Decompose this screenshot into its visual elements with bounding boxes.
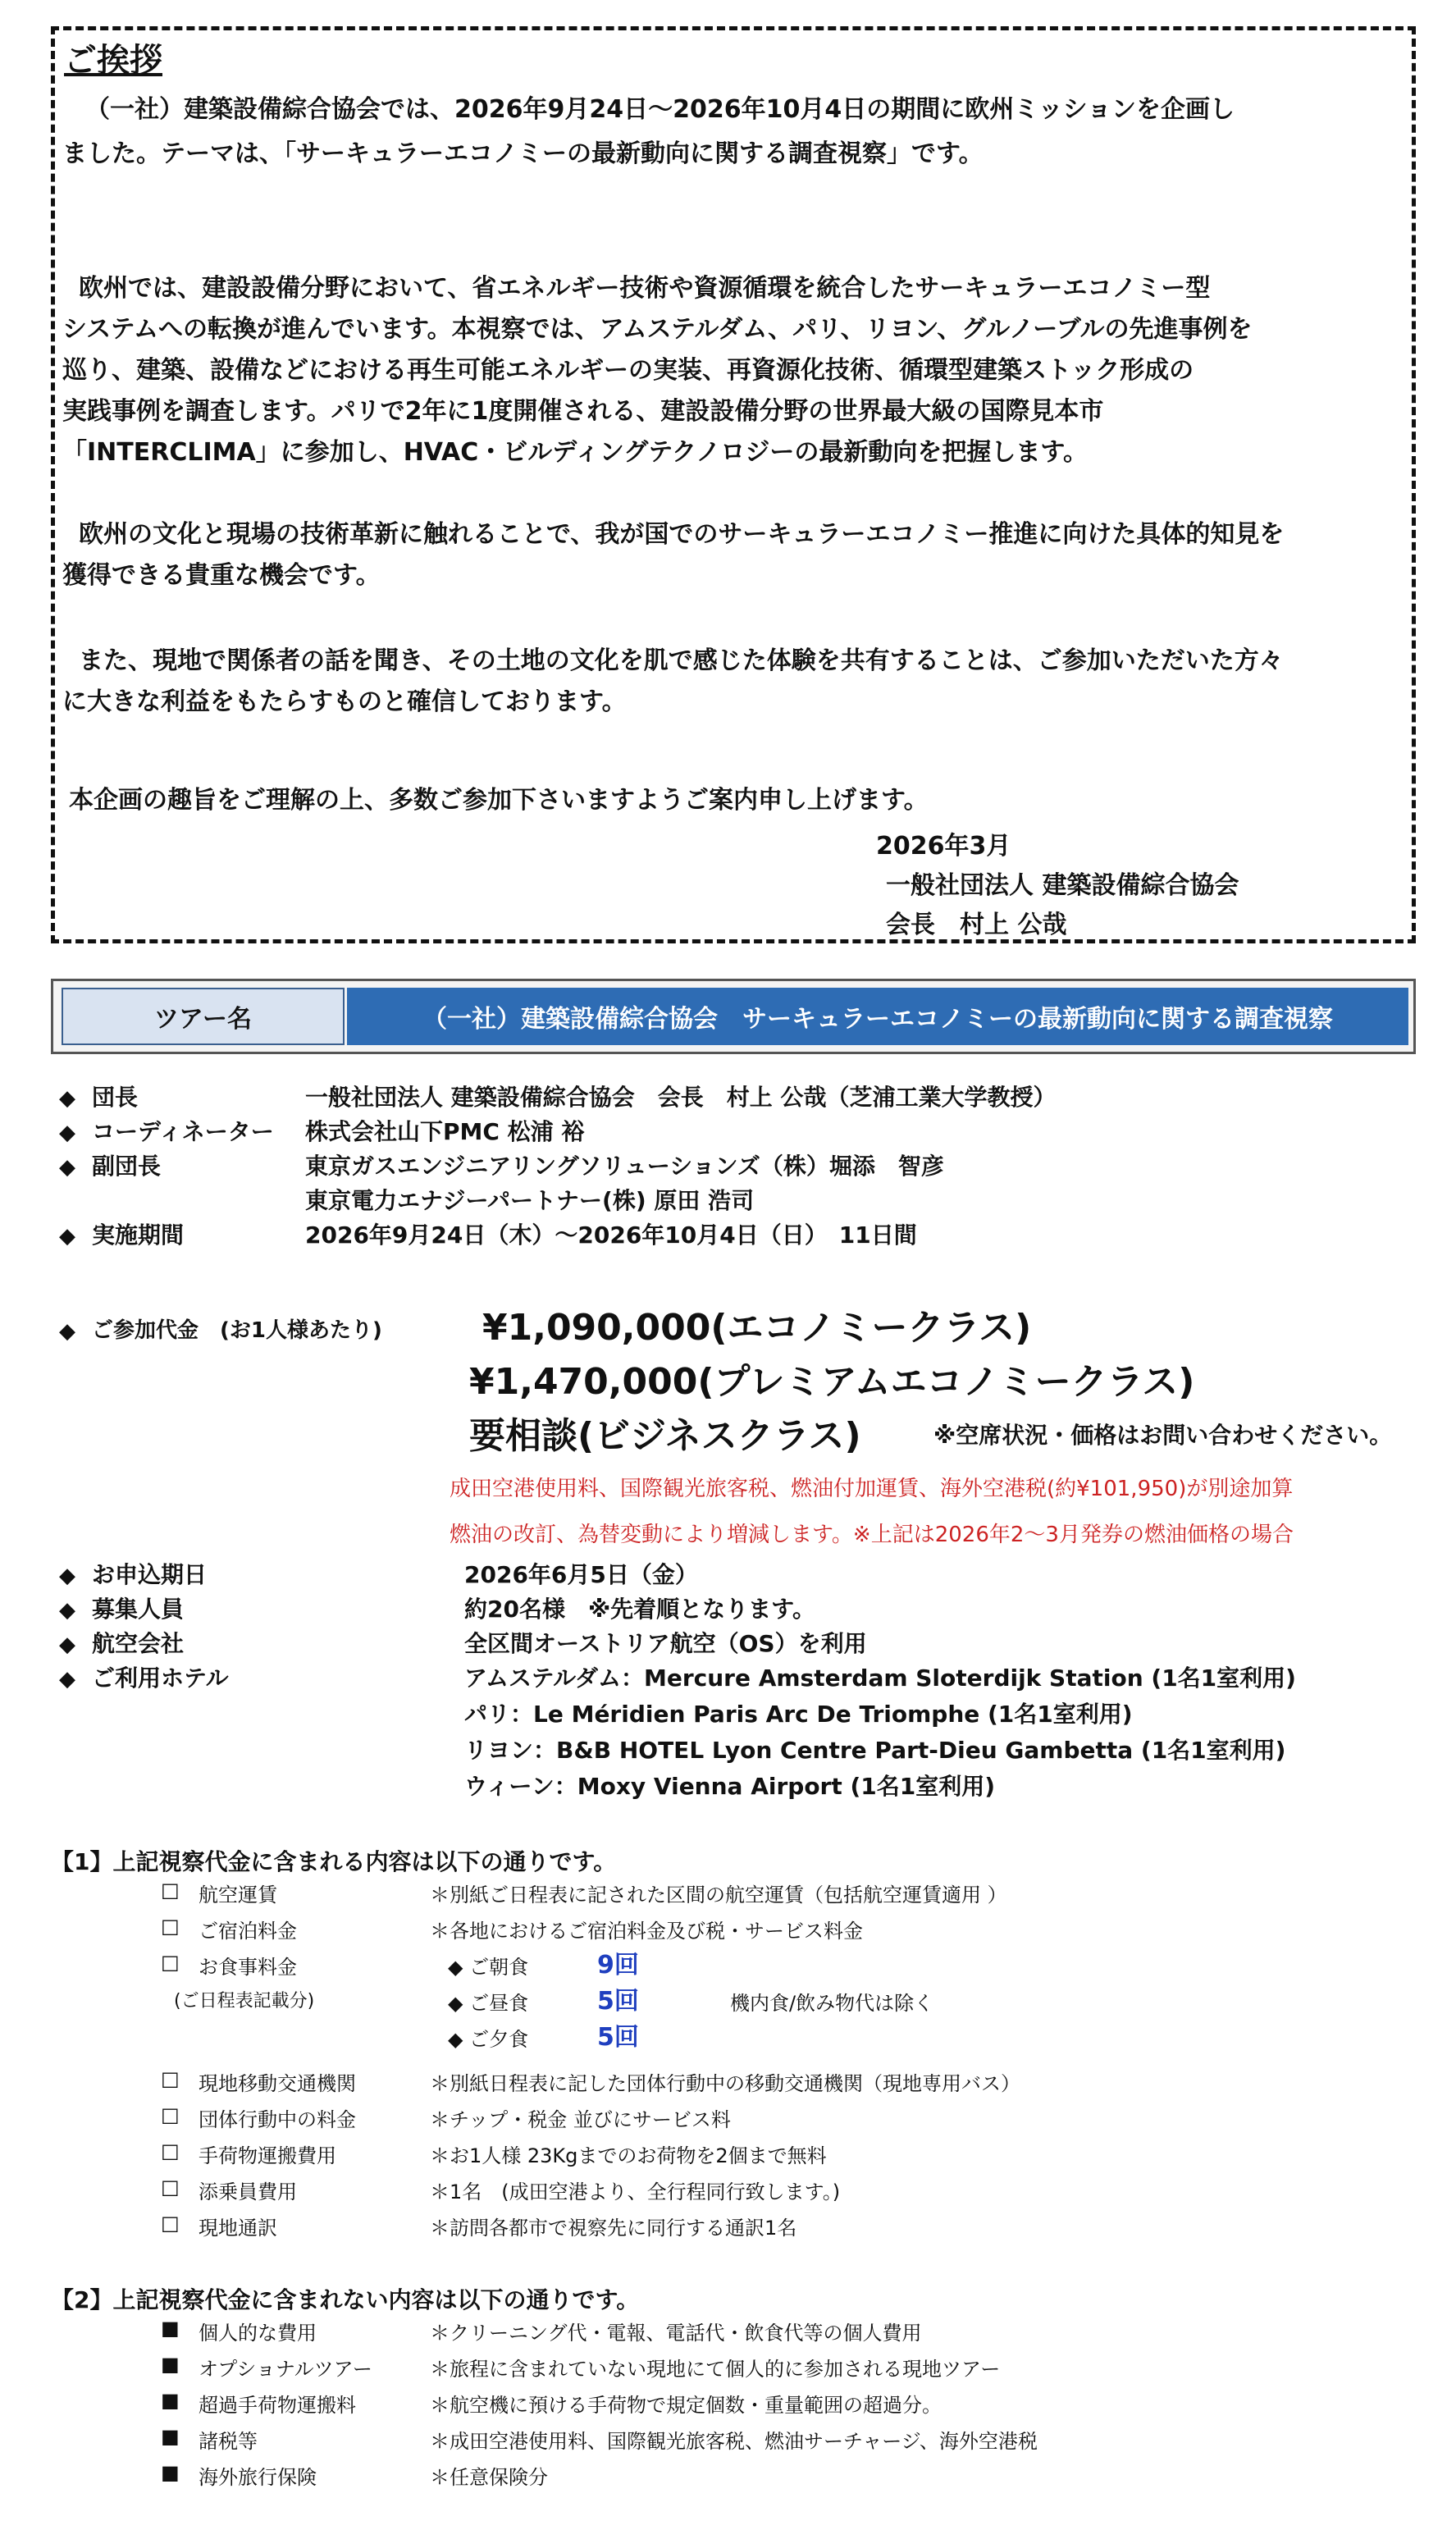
square-icon: ■ [161, 2461, 180, 2484]
greeting-line: 欧州では、建設設備分野において、省エネルギー技術や資源循環を統合したサーキュラーエコノミー型 [79, 274, 1211, 303]
vice-leader-value: 東京電力エナジーパートナー(株) 原田 浩司 [305, 1187, 755, 1214]
meal-extra-note: 機内食/飲み物代は除く [730, 1992, 934, 2015]
leader-label: 団長 [92, 1084, 139, 1111]
bullet-icon: ◆ [59, 1086, 75, 1111]
excluded-title: 【2】上記視察代金に含まれない内容は以下の通りです。 [51, 2286, 640, 2313]
airline-label: 航空会社 [92, 1630, 185, 1657]
meal-note: (ご日程表記載分) [174, 1991, 315, 2012]
hotel-lyon: リヨン：B&B HOTEL Lyon Centre Part-Dieu Gambetta (1名1室利用) [464, 1737, 1286, 1764]
bullet-icon: ◆ [59, 1224, 75, 1249]
bullet-icon: ◆ [59, 1667, 75, 1692]
deadline-label: お申込期日 [92, 1561, 208, 1588]
greeting-org: 一般社団法人 建築設備綜合協会 [886, 871, 1239, 900]
price-economy: ¥1,090,000(エコノミークラス) [482, 1307, 1032, 1349]
included-item-desc: ＊1名 (成田空港より、全行程同行致します。) [430, 2181, 841, 2203]
coordinator-label: コーディネーター [92, 1118, 274, 1145]
excluded-item-label: 海外旅行保険 [199, 2466, 317, 2489]
leader-value: 一般社団法人 建築設備綜合協会 会長 村上 公哉（芝浦工業大学教授） [305, 1084, 1057, 1111]
included-item-label: 航空運賃 [199, 1884, 277, 1907]
checkbox-icon: □ [161, 2103, 180, 2126]
deadline-value: 2026年6月5日（金） [464, 1561, 698, 1588]
greeting-signer: 会長 村上 公哉 [886, 911, 1067, 939]
price-premium: ¥1,470,000(プレミアムエコノミークラス) [469, 1361, 1195, 1403]
included-item-label: 現地移動交通機関 [199, 2072, 356, 2095]
checkbox-icon: □ [161, 1951, 180, 1974]
bullet-icon: ◆ [59, 1564, 75, 1588]
greeting-line: また、現地で関係者の話を聞き、その土地の文化を肌で感じた体験を共有することは、ご参加いただいた方々 [79, 646, 1284, 675]
square-icon: ■ [161, 2389, 180, 2412]
coordinator-value: 株式会社山下PMC 松浦 裕 [305, 1118, 585, 1145]
hotel-amsterdam: アムステルダム：Mercure Amsterdam Sloterdijk Station (1名1室利用) [464, 1665, 1296, 1692]
vice-leader-label: 副団長 [92, 1153, 162, 1180]
included-item-desc: ＊別紙ご日程表に記された区間の航空運賃（包括航空運賃適用 ） [430, 1884, 1007, 1907]
greeting-date: 2026年3月 [876, 832, 1011, 861]
tour-name: （一社）建築設備綜合協会 サーキュラーエコノミーの最新動向に関する調査視察 [347, 988, 1408, 1045]
excluded-item-desc: ＊成田空港使用料、国際観光旅客税、燃油サーチャージ、海外空港税 [430, 2430, 1038, 2453]
included-item-desc: ＊各地におけるご宿泊料金及び税・サービス料金 [430, 1920, 863, 1943]
excluded-item-desc: ＊任意保険分 [430, 2466, 548, 2489]
checkbox-icon: □ [161, 2176, 180, 2199]
excluded-item-desc: ＊旅程に含まれていない現地にて個人的に参加される現地ツアー [430, 2358, 1001, 2381]
included-item-label: 添乗員費用 [199, 2181, 297, 2203]
excluded-item-label: オプショナルツアー [199, 2358, 372, 2381]
greeting-line: 獲得できる貴重な機会です。 [62, 561, 381, 590]
tour-label: ツアー名 [62, 988, 345, 1045]
included-item-desc: ＊別紙日程表に記した団体行動中の移動交通機関（現地専用バス） [430, 2072, 1020, 2095]
square-icon: ■ [161, 2425, 180, 2448]
included-item-label: お食事料金 [199, 1956, 297, 1979]
meal-breakfast-label: ◆ ご朝食 [448, 1956, 529, 1979]
greeting-title: ご挨拶 [64, 42, 162, 80]
period-value: 2026年9月24日（木）〜2026年10月4日（日） 11日間 [305, 1222, 917, 1249]
greeting-line: 実践事例を調査します。パリで2年に1度開催される、建設設備分野の世界最大級の国際見本市 [62, 397, 1104, 426]
fee-label: ご参加代金 (お1人様あたり) [92, 1318, 382, 1343]
greeting-line: （一社）建築設備綜合協会では、2026年9月24日〜2026年10月4日の期間に欧州ミッションを企画し [85, 95, 1235, 124]
bullet-icon: ◆ [59, 1121, 75, 1145]
business-note: ※空席状況・価格はお問い合わせください。 [933, 1422, 1393, 1449]
greeting-line: 「INTERCLIMA」に参加し、HVAC・ビルディングテクノロジーの最新動向を把握します。 [62, 438, 1089, 467]
meal-dinner-label: ◆ ご夕食 [448, 2028, 529, 2051]
bullet-icon: ◆ [59, 1319, 75, 1344]
included-item-label: 団体行動中の料金 [199, 2108, 356, 2131]
included-item-label: ご宿泊料金 [199, 1920, 297, 1943]
airline-value: 全区間オーストリア航空（OS）を利用 [464, 1630, 867, 1657]
excluded-item-label: 個人的な費用 [199, 2322, 317, 2345]
excluded-item-desc: ＊クリーニング代・電報、電話代・飲食代等の個人費用 [430, 2322, 922, 2345]
greeting-line: 巡り、建築、設備などにおける再生可能エネルギーの実装、再資源化技術、循環型建築ストック形成の [62, 356, 1194, 385]
price-business: 要相談(ビジネスクラス) [469, 1415, 861, 1457]
fee-note-2: 燃油の改訂、為替変動により増減します。※上記は2026年2〜3月発券の燃油価格の場合 [450, 1523, 1294, 1547]
greeting-line: ました。テーマは、「サーキュラーエコノミーの最新動向に関する調査視察」です。 [62, 139, 984, 168]
checkbox-icon: □ [161, 1915, 180, 1938]
excluded-item-label: 超過手荷物運搬料 [199, 2394, 356, 2417]
greeting-line: に大きな利益をもたらすものと確信しております。 [62, 687, 627, 716]
hotel-vienna: ウィーン：Moxy Vienna Airport (1名1室利用) [464, 1773, 996, 1800]
meal-lunch-label: ◆ ご昼食 [448, 1992, 529, 2015]
checkbox-icon: □ [161, 1879, 180, 1902]
greeting-line: 欧州の文化と現場の技術革新に触れることで、我が国でのサーキュラーエコノミー推進に向けた具体的知見を [79, 520, 1285, 549]
included-item-label: 手荷物運搬費用 [199, 2144, 336, 2167]
meal-lunch-count: 5回 [597, 1987, 639, 2016]
checkbox-icon: □ [161, 2212, 180, 2235]
square-icon: ■ [161, 2353, 180, 2376]
included-item-desc: ＊チップ・税金 並びにサービス料 [430, 2108, 731, 2131]
fee-note-1: 成田空港使用料、国際観光旅客税、燃油付加運賃、海外空港税(約¥101,950)が別途加算 [450, 1477, 1294, 1501]
included-item-desc: ＊訪問各都市で視察先に同行する通訳1名 [430, 2217, 797, 2240]
excluded-item-desc: ＊航空機に預ける手荷物で規定個数・重量範囲の超過分。 [430, 2394, 942, 2417]
included-item-desc: ＊お1人様 23Kgまでのお荷物を2個まで無料 [430, 2144, 827, 2167]
square-icon: ■ [161, 2317, 180, 2340]
meal-dinner-count: 5回 [597, 2023, 639, 2052]
included-item-label: 現地通訳 [199, 2217, 277, 2240]
capacity-label: 募集人員 [92, 1596, 185, 1623]
checkbox-icon: □ [161, 2139, 180, 2162]
bullet-icon: ◆ [59, 1598, 75, 1623]
tour-name-table [51, 979, 1416, 1054]
vice-leader-value: 東京ガスエンジニアリングソリューションズ（株）堀添 智彦 [305, 1153, 944, 1180]
greeting-line: 本企画の趣旨をご理解の上、多数ご参加下さいますようご案内申し上げます。 [69, 786, 929, 815]
greeting-line: システムへの転換が進んでいます。本視察では、アムステルダム、パリ、リヨン、グルノーブルの先進事例を [62, 315, 1253, 344]
hotel-paris: パリ：Le Méridien Paris Arc De Triomphe (1名1室利用) [464, 1701, 1133, 1728]
checkbox-icon: □ [161, 2067, 180, 2090]
hotel-label: ご利用ホテル [92, 1665, 229, 1692]
excluded-item-label: 諸税等 [199, 2430, 258, 2453]
period-label: 実施期間 [92, 1222, 185, 1249]
bullet-icon: ◆ [59, 1633, 75, 1657]
capacity-value: 約20名様 ※先着順となります。 [464, 1596, 815, 1623]
included-title: 【1】上記視察代金に含まれる内容は以下の通りです。 [51, 1848, 617, 1875]
meal-breakfast-count: 9回 [597, 1951, 639, 1980]
bullet-icon: ◆ [59, 1155, 75, 1180]
